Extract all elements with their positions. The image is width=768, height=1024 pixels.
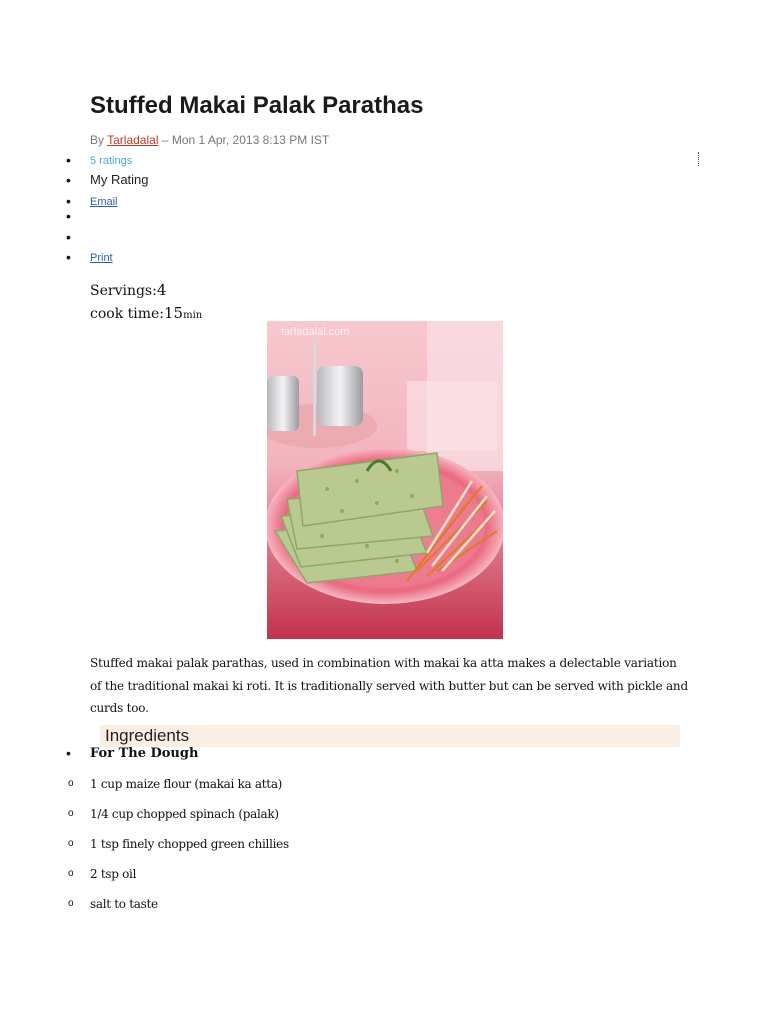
ingredient-item — [68, 806, 289, 836]
ingredient-text: 1 cup maize flour (makai ka atta) — [90, 777, 283, 791]
ratings-count[interactable]: 5 ratings — [90, 155, 133, 167]
photo-watermark: tarladalal.com — [281, 326, 350, 338]
byline — [90, 133, 329, 147]
servings-value: 4 — [156, 281, 167, 299]
ingredient-text: salt to taste — [90, 897, 158, 911]
cook-time-unit: min — [183, 310, 203, 321]
author-link[interactable]: Tarladalal — [107, 133, 159, 147]
empty-item-1 — [90, 208, 149, 229]
ingredient-item — [68, 776, 289, 806]
recipe-title: Stuffed Makai Palak Parathas — [90, 92, 424, 119]
empty-item-2 — [90, 229, 149, 249]
ratings-item — [90, 152, 149, 172]
section-bullet: • — [66, 745, 71, 761]
ingredient-text: 2 tsp oil — [90, 867, 137, 881]
ingredient-text: 1/4 cup chopped spinach (palak) — [90, 807, 279, 821]
email-item — [90, 193, 149, 208]
recipe-info — [90, 279, 202, 327]
list-marker: o — [68, 808, 74, 819]
recipe-description: Stuffed makai palak parathas, used in combination with makai ka atta makes a delectable variation of the traditional makai ki roti. It is traditionally served with butter but can be served with pickle and curds too. — [90, 656, 688, 715]
recipe-actions-list — [90, 152, 149, 269]
cook-time-row — [90, 302, 202, 327]
byline-prefix: By — [90, 133, 108, 147]
scroll-marker — [698, 152, 700, 166]
ingredient-item — [68, 866, 289, 896]
ingredient-item — [68, 836, 289, 866]
print-link[interactable]: Print — [90, 252, 113, 264]
cook-time-label: cook time: — [90, 306, 165, 322]
print-item — [90, 249, 149, 269]
my-rating-item — [90, 172, 149, 193]
ingredient-list — [68, 776, 289, 926]
ingredient-text: 1 tsp finely chopped green chillies — [90, 837, 289, 851]
servings-row — [90, 279, 202, 302]
recipe-photo — [267, 321, 503, 639]
list-marker: o — [68, 838, 74, 849]
ingredient-item — [68, 896, 289, 926]
list-marker: o — [68, 898, 74, 909]
publish-date: – Mon 1 Apr, 2013 8:13 PM IST — [158, 133, 330, 147]
email-link[interactable]: Email — [90, 196, 118, 208]
my-rating-label[interactable]: My Rating — [90, 172, 149, 187]
list-marker: o — [68, 868, 74, 879]
list-marker: o — [68, 778, 74, 789]
dough-section-title: For The Dough — [90, 746, 199, 761]
cook-time-value: 15 — [164, 304, 184, 322]
servings-label: Servings: — [90, 283, 157, 299]
ingredients-heading: Ingredients — [100, 725, 680, 747]
